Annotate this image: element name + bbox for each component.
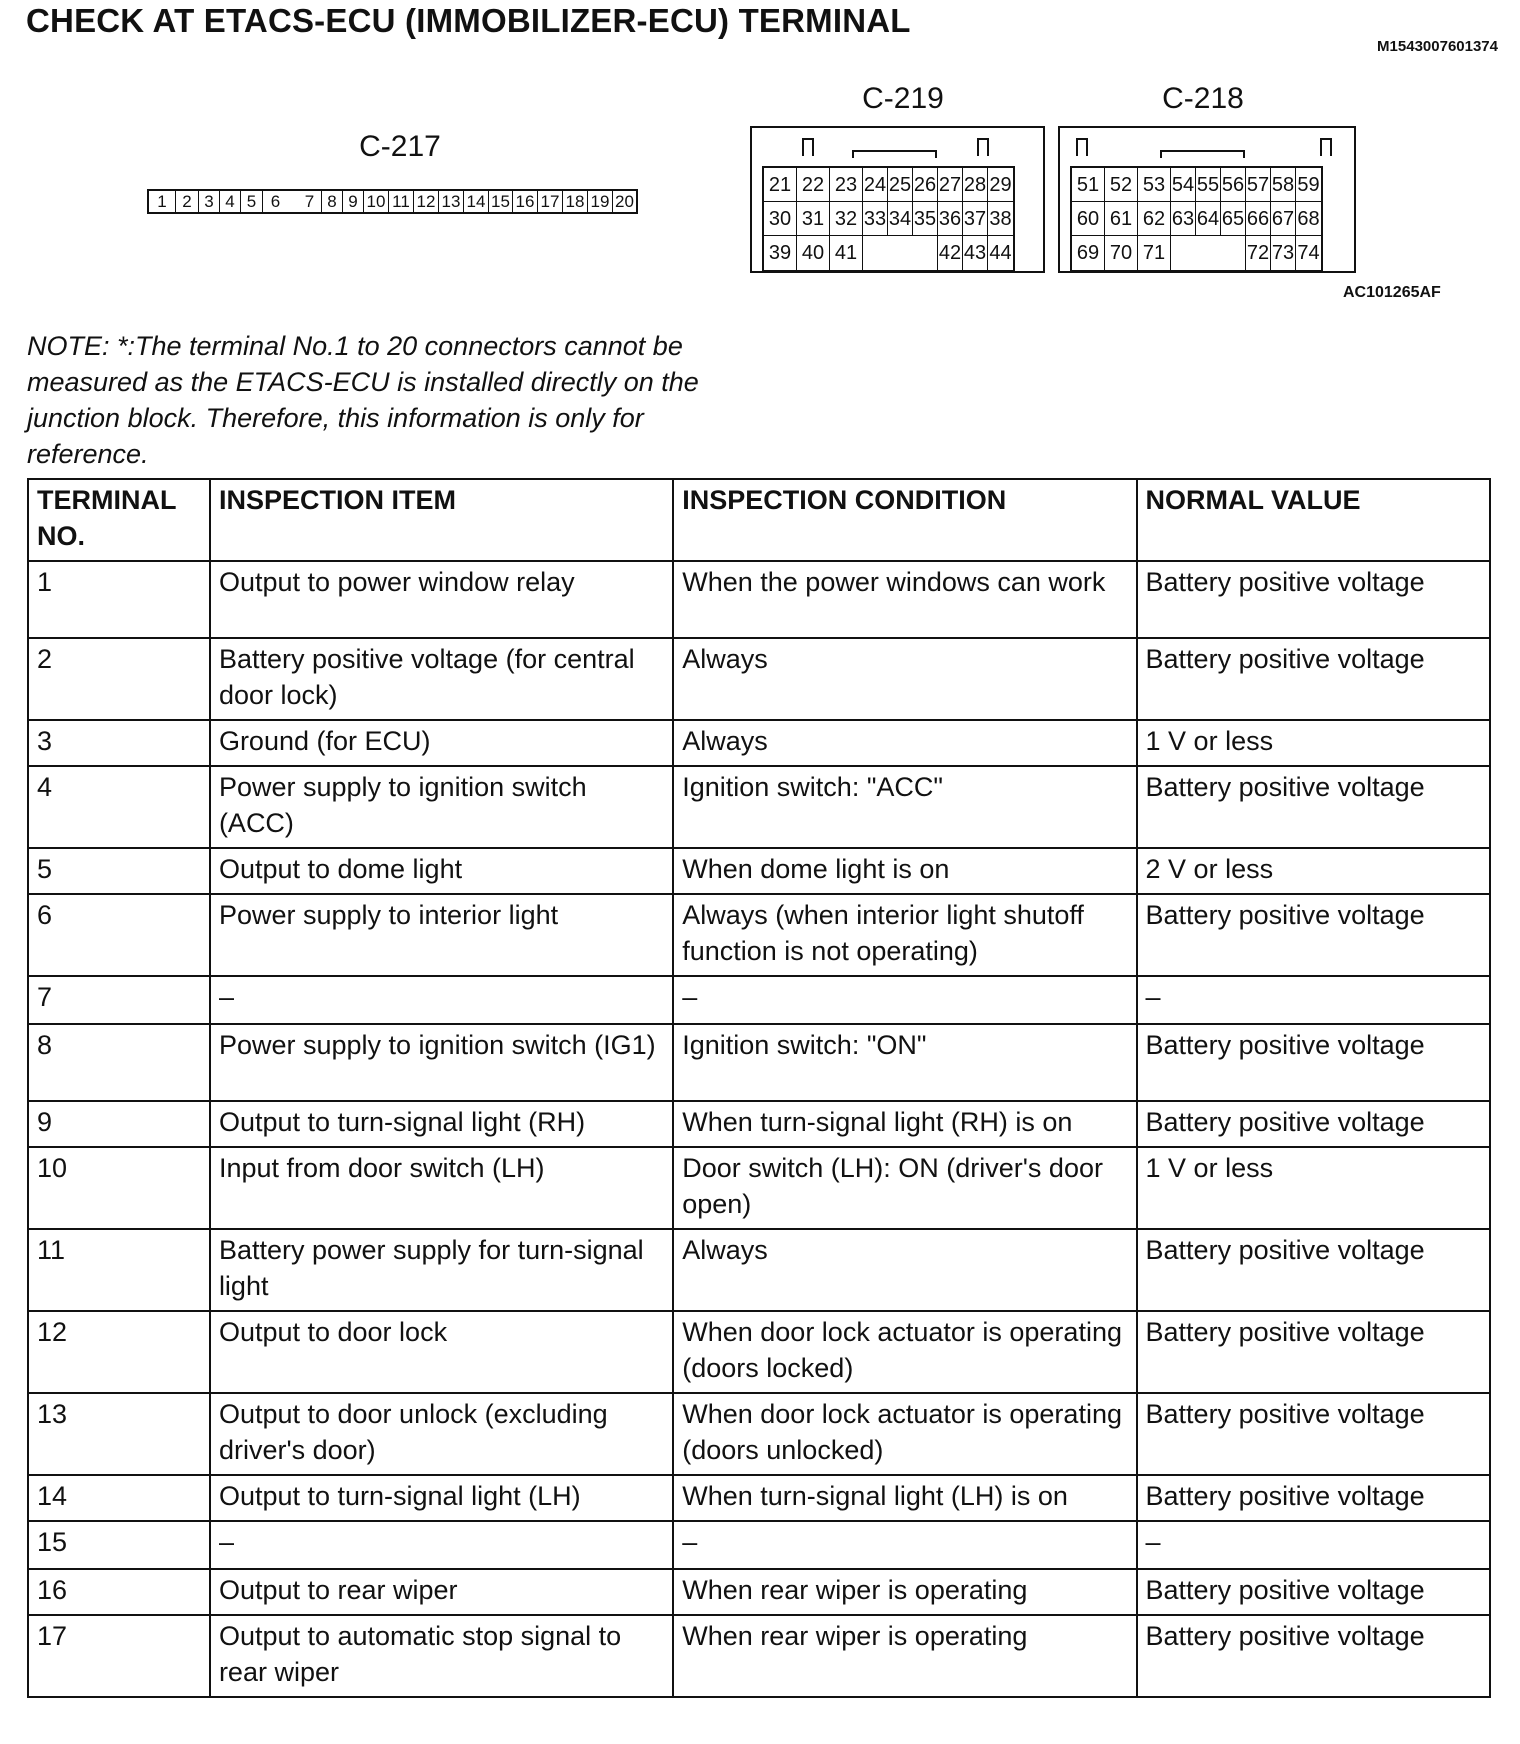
- cell-inspection-item: Battery power supply for turn-signal light: [210, 1229, 673, 1311]
- cell-terminal: 15: [28, 1521, 210, 1569]
- table-row: [28, 894, 1490, 976]
- table-row: [28, 1147, 1490, 1229]
- connector-pin: 35: [913, 202, 938, 236]
- cell-inspection-item: Battery positive voltage (for central door lock): [210, 638, 673, 720]
- cell-terminal: 10: [28, 1147, 210, 1229]
- cell-normal-value: 2 V or less: [1137, 848, 1490, 894]
- cell-normal-value: 1 V or less: [1137, 1147, 1490, 1229]
- connector-c217: [147, 189, 638, 214]
- connector-pin: 33: [863, 202, 888, 236]
- table-row: [28, 1475, 1490, 1521]
- table-header-row: [28, 479, 1490, 561]
- table-row: [28, 1569, 1490, 1615]
- connector-pin: 10: [363, 191, 388, 212]
- connector-pin: 65: [1221, 202, 1246, 236]
- connector-pin: 19: [587, 191, 612, 212]
- connector-pin: 69: [1072, 236, 1105, 270]
- cell-inspection-item: Output to rear wiper: [210, 1569, 673, 1615]
- connector-pin: 30: [764, 202, 797, 236]
- cell-terminal: 3: [28, 720, 210, 766]
- cell-inspection-item: Output to power window relay: [210, 561, 673, 638]
- cell-inspection-item: –: [210, 976, 673, 1024]
- connector-pin: 28: [963, 168, 988, 202]
- reference-note: NOTE: *:The terminal No.1 to 20 connectors cannot be measured as the ETACS-ECU is installed directly on the junction block. Therefore, this information is only for reference.: [27, 331, 699, 469]
- connector-pin: 68: [1296, 202, 1321, 236]
- cell-terminal: 8: [28, 1024, 210, 1101]
- connector-pin: 21: [764, 168, 797, 202]
- connector-pin: 11: [388, 191, 413, 212]
- connector-pin: 20: [612, 191, 636, 212]
- connector-pin: 67: [1271, 202, 1296, 236]
- header-terminal-no: TERMINAL NO.: [28, 479, 210, 561]
- connector-pin: 60: [1072, 202, 1105, 236]
- cell-inspection-item: Power supply to ignition switch (ACC): [210, 766, 673, 848]
- cell-normal-value: –: [1137, 1521, 1490, 1569]
- connector-pin: 29: [988, 168, 1013, 202]
- cell-terminal: 11: [28, 1229, 210, 1311]
- cell-inspection-item: Output to dome light: [210, 848, 673, 894]
- cell-normal-value: Battery positive voltage: [1137, 638, 1490, 720]
- connector-pin: 16: [512, 191, 537, 212]
- cell-inspection-condition: Always: [673, 638, 1136, 720]
- table-row: [28, 976, 1490, 1024]
- cell-inspection-condition: When turn-signal light (RH) is on: [673, 1101, 1136, 1147]
- connector-pin: 66: [1246, 202, 1271, 236]
- connector-pin: 15: [488, 191, 512, 212]
- connector-pin: 18: [562, 191, 587, 212]
- cell-normal-value: Battery positive voltage: [1137, 1475, 1490, 1521]
- connector-pin: 4: [219, 191, 240, 212]
- connector-pin: 57: [1246, 168, 1271, 202]
- connector-pin: 9: [342, 191, 363, 212]
- table-row: [28, 1393, 1490, 1475]
- cell-inspection-condition: Ignition switch: "ON": [673, 1024, 1136, 1101]
- cell-inspection-condition: When rear wiper is operating: [673, 1569, 1136, 1615]
- connector-c218-pin-grid: [1070, 166, 1323, 272]
- cell-inspection-condition: Door switch (LH): ON (driver's door open): [673, 1147, 1136, 1229]
- table-row: [28, 1311, 1490, 1393]
- connector-pin: 61: [1105, 202, 1138, 236]
- pin-gap: [288, 191, 298, 212]
- connector-c218: [1058, 126, 1356, 273]
- cell-inspection-condition: –: [673, 976, 1136, 1024]
- cell-terminal: 4: [28, 766, 210, 848]
- connector-pin: 39: [764, 236, 797, 270]
- connector-pin: 62: [1138, 202, 1171, 236]
- connector-pin: 54: [1171, 168, 1196, 202]
- figure-id: AC101265AF: [1343, 284, 1441, 301]
- connector-latch-left: [1076, 138, 1088, 156]
- cell-inspection-condition: Ignition switch: "ACC": [673, 766, 1136, 848]
- connector-pin: 23: [830, 168, 863, 202]
- connector-c219-label: C-219: [862, 82, 944, 115]
- connector-pin: 42: [938, 236, 963, 270]
- table-row: [28, 1521, 1490, 1569]
- cell-terminal: 17: [28, 1615, 210, 1697]
- connector-key: [852, 150, 937, 158]
- cell-inspection-item: Output to turn-signal light (RH): [210, 1101, 673, 1147]
- cell-inspection-condition: When the power windows can work: [673, 561, 1136, 638]
- cell-normal-value: Battery positive voltage: [1137, 894, 1490, 976]
- connector-pin: 40: [797, 236, 830, 270]
- cell-inspection-item: –: [210, 1521, 673, 1569]
- connector-pin: 31: [797, 202, 830, 236]
- page-title: CHECK AT ETACS-ECU (IMMOBILIZER-ECU) TERMINAL: [26, 2, 911, 39]
- cell-normal-value: Battery positive voltage: [1137, 766, 1490, 848]
- cell-terminal: 2: [28, 638, 210, 720]
- cell-normal-value: Battery positive voltage: [1137, 1615, 1490, 1697]
- cell-normal-value: 1 V or less: [1137, 720, 1490, 766]
- cell-normal-value: Battery positive voltage: [1137, 1569, 1490, 1615]
- cell-inspection-item: Ground (for ECU): [210, 720, 673, 766]
- connector-pin: 32: [830, 202, 863, 236]
- connector-blank: [1196, 236, 1221, 270]
- cell-inspection-item: Output to door lock: [210, 1311, 673, 1393]
- cell-inspection-condition: Always (when interior light shutoff function is not operating): [673, 894, 1136, 976]
- connector-pin: 74: [1297, 242, 1320, 264]
- connector-pin: 64: [1196, 202, 1221, 236]
- connector-pin: 72: [1246, 236, 1271, 270]
- connector-pin: 5: [240, 191, 262, 212]
- cell-inspection-condition: –: [673, 1521, 1136, 1569]
- header-inspection-condition: INSPECTION CONDITION: [673, 479, 1136, 561]
- connector-latch-right: [977, 138, 989, 156]
- connector-pin: 14: [463, 191, 488, 212]
- connector-pin: 53: [1138, 168, 1171, 202]
- cell-normal-value: Battery positive voltage: [1137, 561, 1490, 638]
- connector-c219-pin-grid: [762, 166, 1015, 272]
- cell-inspection-item: Power supply to interior light: [210, 894, 673, 976]
- cell-normal-value: Battery positive voltage: [1137, 1311, 1490, 1393]
- connector-pin: 6: [262, 191, 288, 212]
- connector-pin: 36: [938, 202, 963, 236]
- cell-normal-value: Battery positive voltage: [1137, 1024, 1490, 1101]
- header-inspection-item: INSPECTION ITEM: [210, 479, 673, 561]
- cell-terminal: 6: [28, 894, 210, 976]
- cell-inspection-condition: Always: [673, 1229, 1136, 1311]
- header-normal-value: NORMAL VALUE: [1137, 479, 1490, 561]
- table-row: [28, 1615, 1490, 1697]
- connector-pin: 25: [888, 168, 913, 202]
- connector-pin: 56: [1221, 168, 1246, 202]
- connector-pin: 41: [830, 236, 863, 270]
- connector-key: [1160, 150, 1245, 158]
- connector-pin: 8: [321, 191, 342, 212]
- cell-inspection-condition: When door lock actuator is operating (doors unlocked): [673, 1393, 1136, 1475]
- cell-terminal: 7: [28, 976, 210, 1024]
- connector-pin: 58: [1271, 168, 1296, 202]
- connector-pin: 52: [1105, 168, 1138, 202]
- connector-pin: 55: [1196, 168, 1221, 202]
- connector-pin: 24: [863, 168, 888, 202]
- connector-pin: 44: [989, 242, 1012, 264]
- table-row: [28, 638, 1490, 720]
- cell-terminal: 12: [28, 1311, 210, 1393]
- cell-terminal: 16: [28, 1569, 210, 1615]
- cell-inspection-item: Output to turn-signal light (LH): [210, 1475, 673, 1521]
- connector-pin: 70: [1105, 236, 1138, 270]
- connector-pin: 73: [1271, 236, 1296, 270]
- connector-blank: [1171, 236, 1196, 270]
- connector-pin: 1: [157, 192, 167, 211]
- connector-latch-left: [802, 138, 814, 156]
- cell-normal-value: Battery positive voltage: [1137, 1229, 1490, 1311]
- connector-latch-right: [1320, 138, 1332, 156]
- cell-normal-value: –: [1137, 976, 1490, 1024]
- connector-c219: [750, 126, 1045, 273]
- connector-blank: [1221, 236, 1246, 270]
- connector-pin: 34: [888, 202, 913, 236]
- connector-pin: 12: [413, 191, 438, 212]
- connector-pin: 3: [198, 191, 219, 212]
- cell-inspection-item: Output to door unlock (excluding driver's door): [210, 1393, 673, 1475]
- cell-normal-value: Battery positive voltage: [1137, 1101, 1490, 1147]
- connector-blank: [888, 236, 913, 270]
- cell-inspection-item: Input from door switch (LH): [210, 1147, 673, 1229]
- connector-pin: 63: [1171, 202, 1196, 236]
- connector-pin: 59: [1296, 168, 1321, 202]
- cell-terminal: 1: [28, 561, 210, 638]
- table-row: [28, 720, 1490, 766]
- connector-pin: 43: [963, 236, 988, 270]
- inspection-table: [27, 478, 1491, 1698]
- cell-terminal: 9: [28, 1101, 210, 1147]
- table-row: [28, 1229, 1490, 1311]
- table-row: [28, 561, 1490, 638]
- connector-blank: [913, 236, 938, 270]
- connector-pin: 7: [304, 192, 315, 211]
- connector-pin: 2: [175, 191, 198, 212]
- cell-inspection-condition: When dome light is on: [673, 848, 1136, 894]
- connector-c218-label: C-218: [1162, 82, 1244, 115]
- cell-terminal: 5: [28, 848, 210, 894]
- connector-pin: 27: [938, 168, 963, 202]
- cell-terminal: 14: [28, 1475, 210, 1521]
- table-row: [28, 1101, 1490, 1147]
- cell-normal-value: Battery positive voltage: [1137, 1393, 1490, 1475]
- connector-pin: 71: [1138, 236, 1171, 270]
- connector-pin: 38: [988, 202, 1013, 236]
- connector-pin: 13: [438, 191, 463, 212]
- cell-inspection-condition: When turn-signal light (LH) is on: [673, 1475, 1136, 1521]
- document-id: M1543007601374: [1377, 38, 1498, 55]
- cell-inspection-condition: Always: [673, 720, 1136, 766]
- connector-pin: 51: [1072, 168, 1105, 202]
- connector-pin: 37: [963, 202, 988, 236]
- connector-pin: 17: [537, 191, 562, 212]
- connector-blank: [863, 236, 888, 270]
- connector-pin: 22: [797, 168, 830, 202]
- cell-terminal: 13: [28, 1393, 210, 1475]
- cell-inspection-condition: When door lock actuator is operating (doors locked): [673, 1311, 1136, 1393]
- table-row: [28, 1024, 1490, 1101]
- cell-inspection-item: Power supply to ignition switch (IG1): [210, 1024, 673, 1101]
- table-row: [28, 766, 1490, 848]
- cell-inspection-item: Output to automatic stop signal to rear wiper: [210, 1615, 673, 1697]
- cell-inspection-condition: When rear wiper is operating: [673, 1615, 1136, 1697]
- connector-pin: 26: [913, 168, 938, 202]
- connector-c217-label: C-217: [359, 130, 441, 163]
- table-row: [28, 848, 1490, 894]
